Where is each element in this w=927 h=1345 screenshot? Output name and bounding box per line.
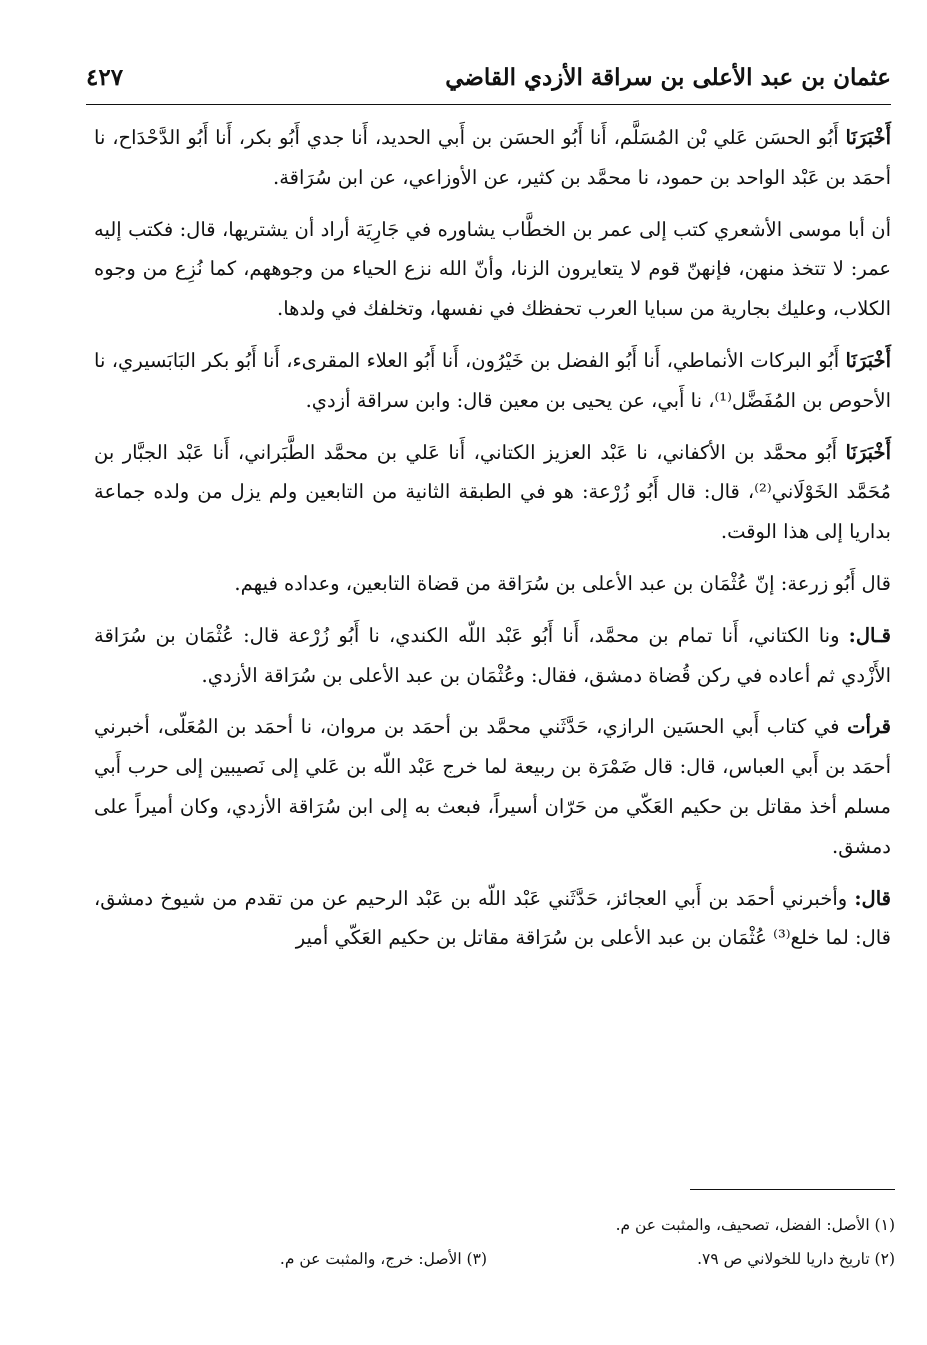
paragraph: [94, 118, 891, 198]
paragraph-text: ونا الكتاني، أَنا تمام بن محمَّد، أَنا أَبُو عَبْد اللّه الكندي، نا أَبُو زُرْعة قال: عُثْمَان بن سُرَاقة الأَزْدي ثم أعاده في ركن قُضاة دمشق، فقال: وعُثْمَان بن عبد الأعلى بن سُرَاقة الأزدي.: [94, 623, 891, 687]
paragraph-text: أَبُو البركات الأنماطي، أَنا أَبُو الفضل بن خَيْرُون، أَنا أَبُو العلاء المقرىء، أَنا أَبُو بكر البَابَسيري، نا الأحوص بن المُفَضَّل⁽¹⁾، نا أَبي، عن يحيى بن معين قال: وابن سراقة أزدي.: [94, 348, 891, 412]
paragraph: [94, 564, 891, 604]
paragraph-lead: قال:: [854, 886, 891, 910]
paragraph: [94, 341, 891, 421]
paragraph-lead: قرأت: [847, 715, 891, 739]
footnote-2: (٢) تاريخ داريا للخولاني ص ٧٩.: [697, 1250, 895, 1268]
paragraph-lead: أَخْبَرَنَا: [845, 440, 891, 464]
paragraph-text: أَبُو محمَّد بن الأكفاني، نا عَبْد العزيز الكتاني، أَنا عَلي بن محمَّد الطَّبَراني، أَنا عَبْد الجبَّار بن مُحَمَّد الخَوْلَاني⁽²⁾، قال: قال أَبُو زُرْعة: هو في الطبقة الثانية من التابعين ولم يزل من ولده جماعة بداريا إلى هذا الوقت.: [94, 440, 891, 544]
running-title: عثمان بن عبد الأعلى بن سراقة الأزدي القاضي: [445, 64, 891, 91]
running-header: [86, 56, 891, 105]
footnote-separator: [690, 1189, 895, 1190]
paragraph: [94, 210, 891, 329]
paragraph: [94, 616, 891, 696]
paragraph-text: أَبُو الحسَن عَلي بْن المُسَلَّم، أَنا أَبُو الحسَن بن أَبي الحديد، أَنا جدي أَبُو بكر، أَنا أَبُو الدَّحْدَاح، نا أحمَد بن عَبْد الواحد بن حمود، نا محمَّد بن كثير، عن الأوزاعي، عن ابن سُرَاقة.: [94, 126, 891, 189]
paragraph-text: قال أَبُو زرعة: إنّ عُثْمَان بن عبد الأعلى بن سُرَاقة من قضاة التابعين، وعداده فيهم.: [234, 571, 891, 595]
footnote-1: (١) الأصل: الفضل، تصحيف، والمثبت عن م.: [615, 1216, 895, 1234]
paragraph-lead: أَخْبَرَنَا: [845, 126, 891, 149]
paragraph-lead: أَخْبَرَنَا: [845, 348, 891, 372]
paragraph-lead: قـال:: [848, 623, 891, 647]
paragraph-text: وأخبرني أحمَد بن أَبي العجائز، حَدَّثَني عَبْد اللّه بن عَبْد الرحيم عن من تقدم من شيوخ دمشق، قال: لما خلع⁽³⁾ عُثْمَان بن عبد الأعلى بن سُرَاقة مقاتل بن حكيم العَكّي أمير: [94, 886, 891, 950]
paragraph-text: في كتاب أَبي الحسَين الرازي، حَدَّثَني محمَّد بن أحمَد بن مروان، نا أحمَد بن المُعَلّى، أخبرني أحمَد بن أَبي العباس، قال: قال ضَمْرَة بن ربيعة لما خرج عَبْد اللّه بن عَلي إلى نَصيبين إلى حرب أَبي مسلم أخذ مقاتل بن حكيم العَكّي من حَرّان أسيراً، فبعث به إلى ابن سُرَاقة الأزدي، وكان أميراً على دمشق.: [94, 715, 891, 858]
paragraph: [94, 433, 891, 552]
main-text: [94, 118, 891, 970]
paragraph: [94, 707, 891, 866]
paragraph-text: أن أبا موسى الأشعري كتب إلى عمر بن الخطَّاب يشاوره في جَارِيَة أراد أن يشتريها، قال: فكتب إليه عمر: لا تتخذ منهن، فإنهنّ قوم لا يتعايرون الزنا، وأنّ الله نزع الحياء من وجوههم، كما نُزِع من وجوه الكلاب، وعليك بجارية من سبايا العرب تحفظك في نفسها، وتخلفك في ولدها.: [94, 217, 891, 321]
paragraph: [94, 879, 891, 959]
footnote-3: (٣) الأصل: خرج، والمثبت عن م.: [279, 1250, 487, 1268]
page-number: ٤٢٧: [86, 64, 124, 91]
